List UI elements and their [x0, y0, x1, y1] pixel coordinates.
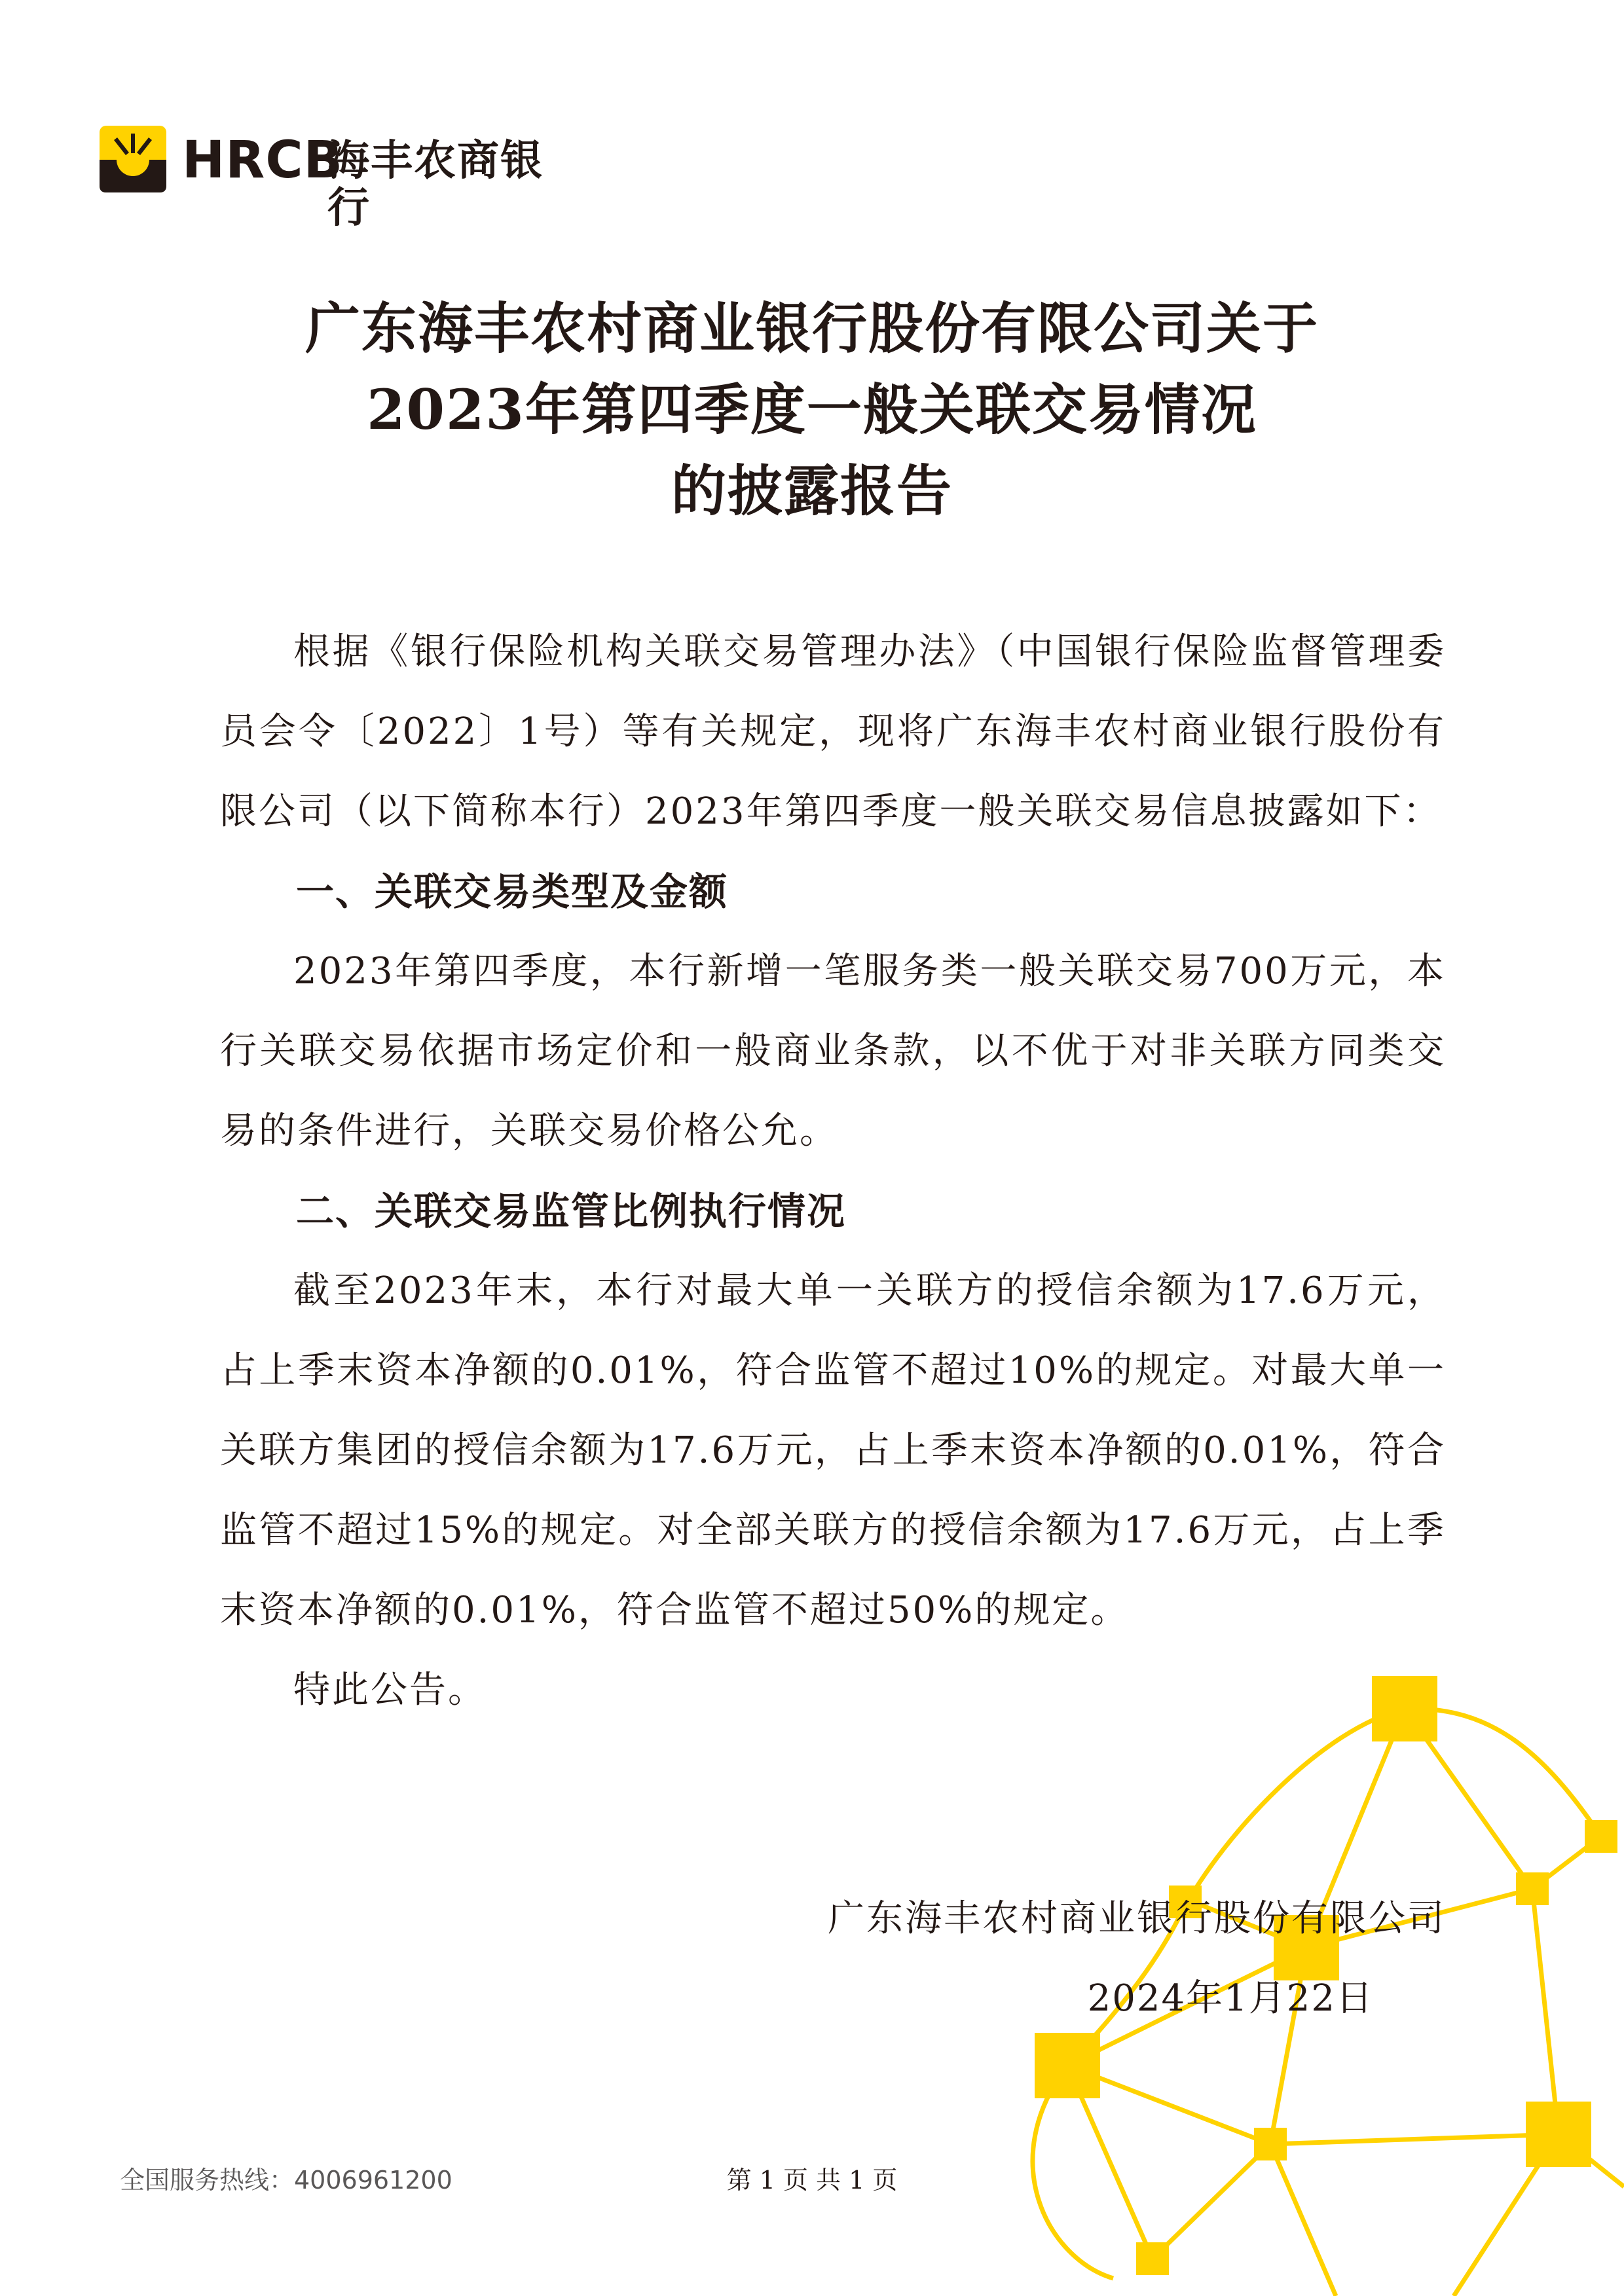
logo-latin-text: HRCB [182, 131, 344, 190]
document-title [0, 288, 1624, 532]
section-2-heading: 二、关联交易监管比例执行情况 [296, 1189, 847, 1233]
section-2-paragraph: 截至2023年末，本行对最大单一关联方的授信余额为17.6万元，占上季末资本净额的0.01%，符合监管不超过10%的规定。对最大单一关联方集团的授信余额为17.6万元，占上季末资本净额的0.01%，符合监管不超过15%的规定。对全部关联方的授信余额为17.6万元，占上季末资本净额的0.01%，符合监管不超过50%的规定。 [220, 1269, 1447, 1631]
title-line-2: 2023年第四季度一般关联交易情况 [367, 377, 1257, 442]
title-line-1: 广东海丰农村商业银行股份有限公司关于 [304, 296, 1319, 361]
service-hotline: 全国服务热线：4006961200 [120, 2166, 452, 2195]
bank-logo [100, 126, 558, 232]
page-number: 第 1 页 共 1 页 [726, 2166, 898, 2195]
title-line-3: 的披露报告 [671, 458, 953, 523]
hrcb-sun-emblem-icon [100, 126, 166, 192]
signature-date: 2024年1月22日 [1087, 1977, 1374, 2020]
section-1-paragraph: 2023年第四季度，本行新增一笔服务类一般关联交易700万元，本行关联交易依据市场定价和一般商业条款，以不优于对非关联方同类交易的条件进行，关联交易价格公允。 [220, 950, 1446, 1152]
signature-block [655, 1879, 1446, 2039]
logo-chinese-text: 海丰农商银行 [327, 137, 544, 232]
section-1-heading: 一、关联交易类型及金额 [296, 869, 729, 914]
intro-paragraph: 根据《银行保险机构关联交易管理办法》（中国银行保险监督管理委员会令〔2022〕1号）等有关规定，现将广东海丰农村商业银行股份有限公司（以下简称本行）2023年第四季度一般关联交易信息披露如下： [220, 630, 1446, 833]
signature-company: 广东海丰农村商业银行股份有限公司 [828, 1897, 1446, 1940]
document-body [220, 612, 1446, 1730]
closing-paragraph: 特此公告。 [293, 1669, 487, 1711]
